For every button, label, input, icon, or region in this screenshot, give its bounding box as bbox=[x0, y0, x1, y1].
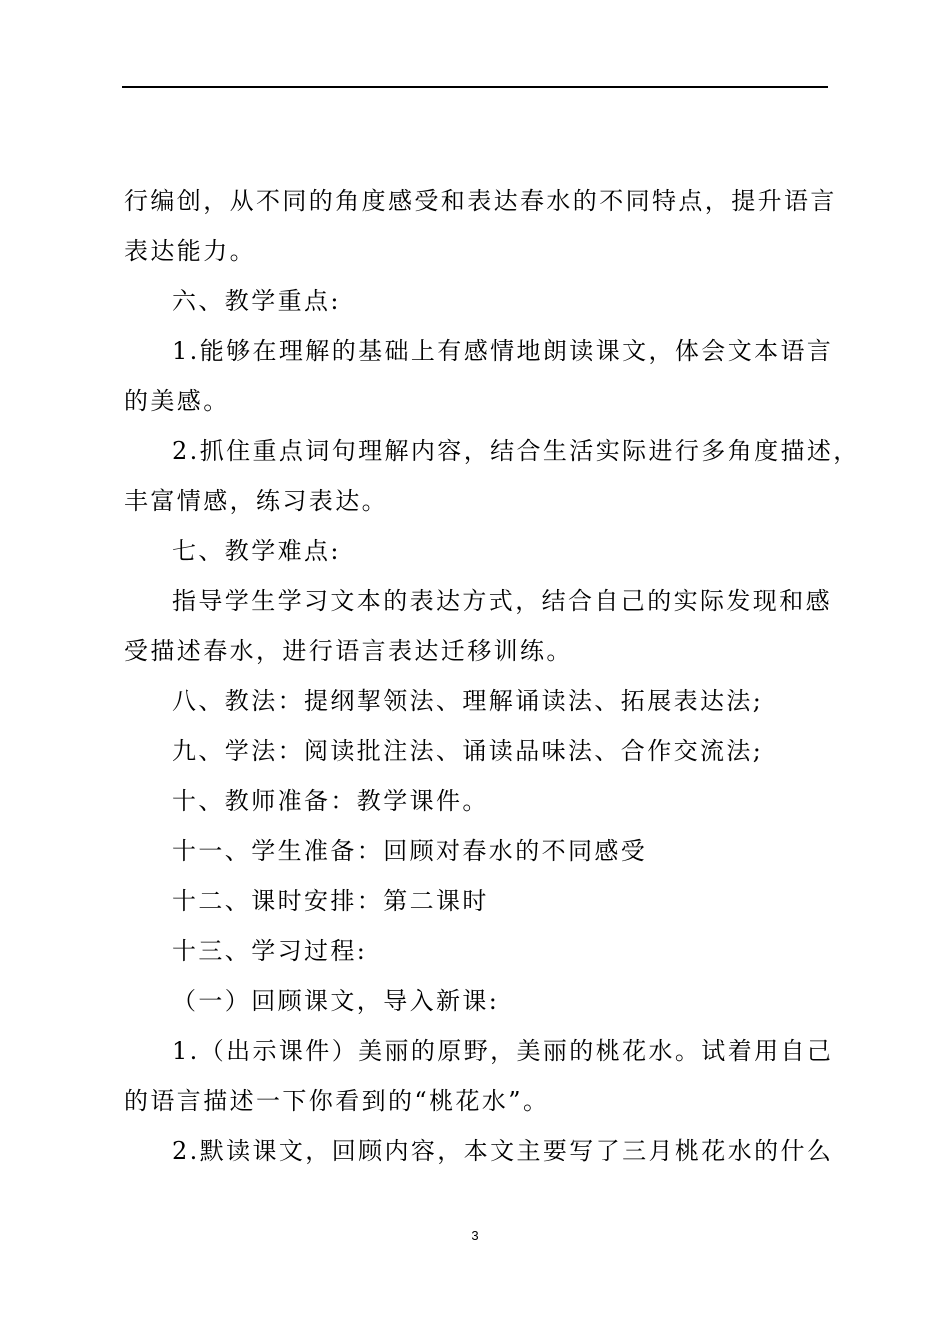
section-heading: 九、学法：阅读批注法、诵读品味法、合作交流法; bbox=[172, 737, 764, 765]
subsection-heading: （一）回顾课文，导入新课: bbox=[172, 987, 500, 1015]
section-heading: 十二、课时安排：第二课时 bbox=[172, 887, 489, 915]
text-line: 1.（出示课件）美丽的原野，美丽的桃花水。试着用自己 bbox=[172, 1037, 834, 1065]
text-line: 2.抓住重点词句理解内容，结合生活实际进行多角度描述， bbox=[172, 437, 860, 465]
section-heading: 七、教学难点: bbox=[172, 537, 341, 565]
text-line: 丰富情感，练习表达。 bbox=[124, 487, 388, 515]
text-line: 的美感。 bbox=[124, 387, 230, 415]
text-line: 行编创，从不同的角度感受和表达春水的不同特点，提升语言 bbox=[124, 187, 837, 215]
section-heading: 十一、学生准备：回顾对春水的不同感受 bbox=[172, 837, 648, 865]
section-heading: 十三、学习过程: bbox=[172, 937, 368, 965]
text-line: 的语言描述一下你看到的“桃花水”。 bbox=[124, 1087, 550, 1115]
section-heading: 八、教法：提纲挈领法、理解诵读法、拓展表达法; bbox=[172, 687, 764, 715]
header-rule bbox=[122, 86, 828, 88]
text-line: 指导学生学习文本的表达方式，结合自己的实际发现和感 bbox=[172, 587, 832, 615]
text-line: 表达能力。 bbox=[124, 237, 256, 265]
text-line: 1.能够在理解的基础上有感情地朗读课文，体会文本语言 bbox=[172, 337, 834, 365]
text-line: 受描述春水，进行语言表达迁移训练。 bbox=[124, 637, 573, 665]
section-heading: 十、教师准备：教学课件。 bbox=[172, 787, 489, 815]
text-line: 2.默读课文，回顾内容，本文主要写了三月桃花水的什么 bbox=[172, 1137, 834, 1165]
section-heading: 六、教学重点: bbox=[172, 287, 341, 315]
page-number: 3 bbox=[471, 1228, 479, 1243]
